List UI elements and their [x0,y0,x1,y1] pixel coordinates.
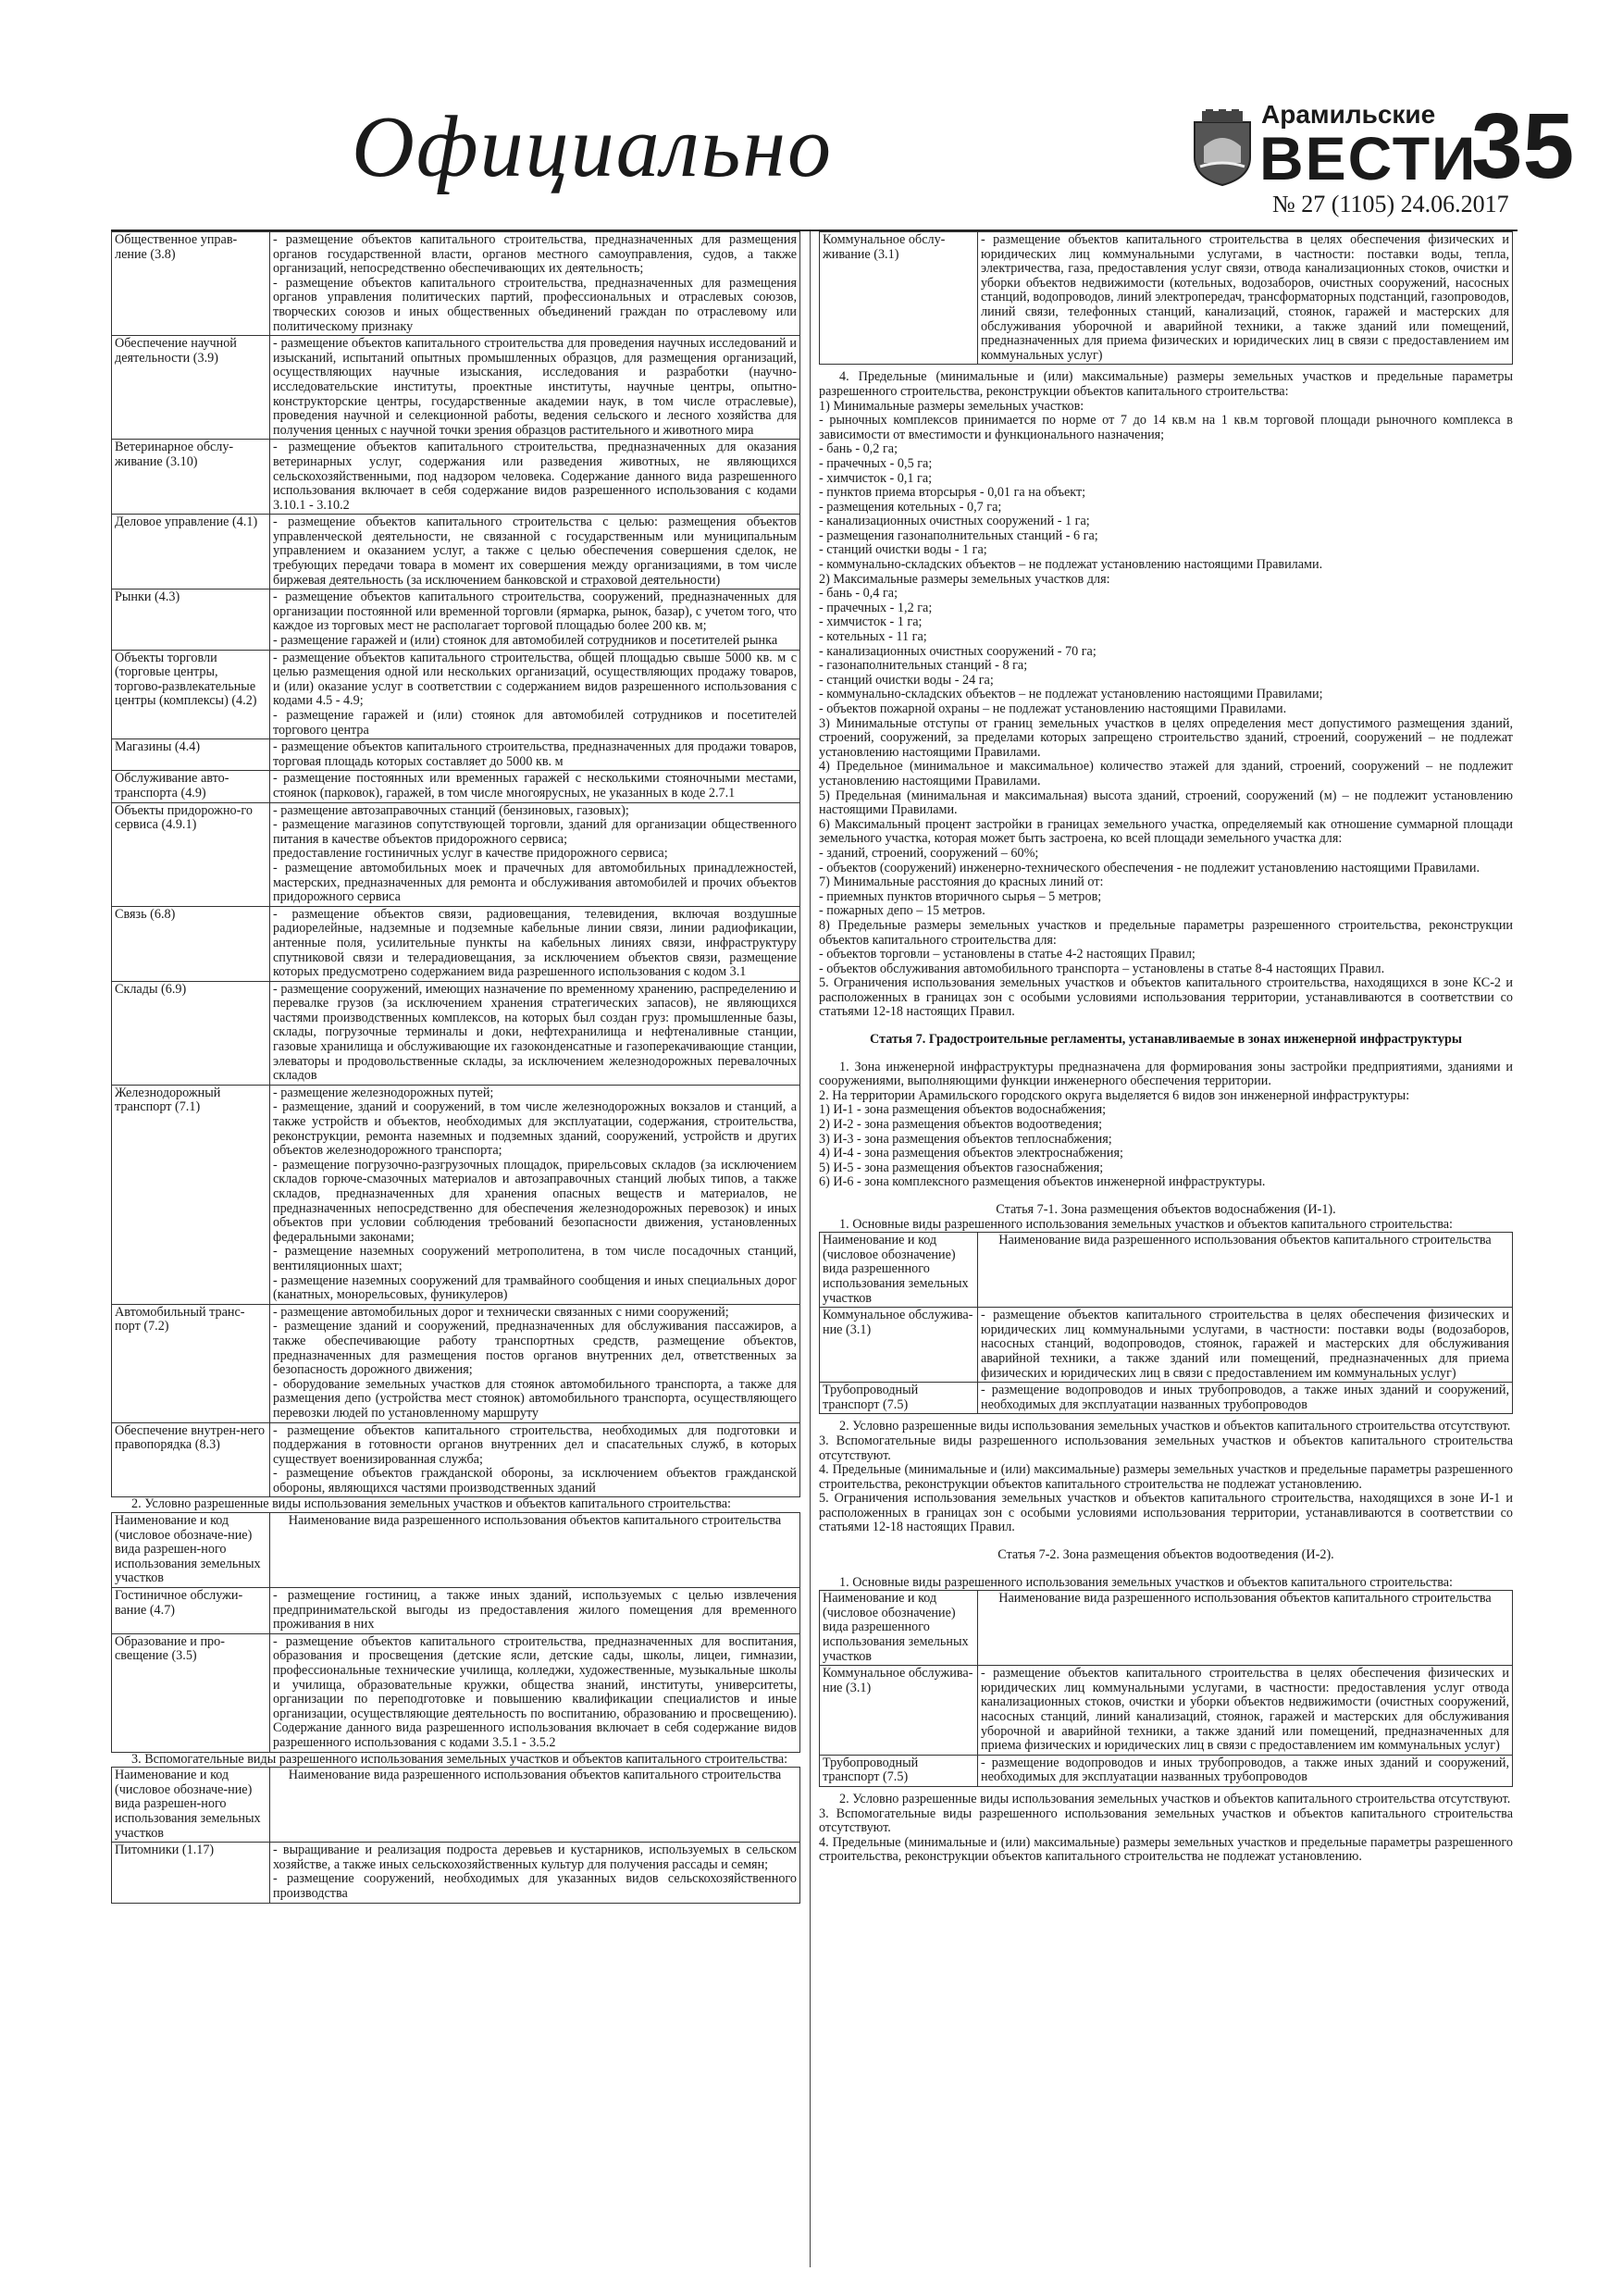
coat-of-arms-icon [1189,109,1256,187]
table-cell-code: Ветеринарное обслу-живание (3.10) [112,440,270,515]
table-cell-desc: - размещение сооружений, имеющих назначение по временному хранению, распределению и перевалке грузов (за исключением хранения стратегических запасов), не являющихся частями производственных комплексов, на которых был создан груз: промышленные базы, склады, погрузочные терминалы и доки, нефтехранилища и нефтеналивные станции, газовые хранилища и обслуживающие их газоконденсатные и газоперекачивающие станции, элеваторы и продовольственные склады, за исключением железнодорожных перевалочных складов [270,981,800,1085]
table-cell-desc: - размещение автозаправочных станций (бензиновых, газовых); - размещение магазинов сопутствующей торговли, зданий для организации общественного питания в качестве объектов придорожного сервиса; предоставление гостиничных услуг в качестве придорожного сервиса; - размещение автомобильных моек и прачечных для автомобильных принадлежностей, мастерских, предназначенных для ремонта и обслуживания автомобилей и прочих объектов придорожного сервиса [270,802,800,906]
table-header-row [112,1513,800,1588]
table-cell-desc: - размещение постоянных или временных гаражей с несколькими стояночными местами, стоянок (парковок), гаражей, в том числе многоярусных, не указанных в коде 2.7.1 [270,771,800,802]
table-header-row [820,1591,1513,1666]
right-table-communal [819,231,1513,365]
article-7-1-title: Статья 7-1. Зона размещения объектов водоснабжения (И-1). [996,1202,1336,1217]
table-cell-code: Обеспечение внутрен-него правопорядка (8.3) [112,1422,270,1497]
article-7-2-p1: 1. Основные виды разрешенного использования земельных участков и объектов капитального строительства: [839,1574,1453,1590]
table-row [112,802,800,906]
table-cell-desc: - размещение гостиниц, а также иных зданий, используемых с целью извлечения предпринимательской выгоды из предоставления жилого помещения для временного проживания в них [270,1588,800,1634]
table-row [112,1085,800,1304]
table-header-row [820,1233,1513,1308]
left-p2: 2. Условно разрешенные виды использования земельных участков и объектов капитального строительства: [131,1496,731,1512]
table-cell-code: Общественное управ-ление (3.8) [112,232,270,336]
left-table-main [111,231,800,1497]
table-row [820,1666,1513,1756]
table-cell-code: Питомники (1.17) [112,1843,270,1903]
table-cell-desc: - выращивание и реализация подроста деревьев и кустарников, используемых в сельском хозяйстве, а также иных сельскохозяйственных культур для получения рассады и семян; - размещение сооружений, необходимых для указанных видов сельскохозяйственного производства [270,1843,800,1903]
table-cell-desc: - размещение объектов капитального строительства для проведения научных исследований и изысканий, испытаний опытных промышленных образцов, для размещения организаций, осуществляющих научные изыскания, исследования и разработки (научно-исследовательские институты, проектные институты, научные центры, опытно-конструкторские центры, государственные академии наук, в том числе отраслевые), проведения научной и селекционной работы, ведения сельского и лесного хозяйства для получения ценных с научной точки зрения образцов растительного и животного мира [270,336,800,440]
table-header-desc: Наименование вида разрешенного использования объектов капитального строительства [978,1233,1513,1308]
table-row [112,906,800,981]
newspaper-logo [1189,94,1615,230]
article-7-1-text: 2. Условно разрешенные виды использования земельных участков и объектов капитального строительства отсутствуют. 3. Вспомогательные виды разрешенного использования земельных участков и объектов капитального строительства отсутствуют. 4. Предельные (минимальные и (или) максимальные) размеры земельных участков и предельные параметры разрешенного строительства, реконструкции объектов капитального строительства не подлежат установлению. 5. Ограничения использования земельных участков и объектов капитального строительства, находящихся в зоне И-1 и расположенных в границах зон с особыми условиями использования территории, устанавливаются в соответствии со статьями 12-18 настоящих Правил. [819,1419,1513,1535]
table-cell-desc: - размещение водопроводов и иных трубопроводов, а также иных зданий и сооружений, необходимых для эксплуатации названных трубопроводов [978,1755,1513,1786]
table-cell-code: Образование и про-свещение (3.5) [112,1633,270,1752]
table-row [820,1755,1513,1786]
table-row [820,1383,1513,1414]
table-cell-code: Трубопроводный транспорт (7.5) [820,1755,978,1786]
left-table-conditional [111,1512,800,1753]
article-7-text: 1. Зона инженерной инфраструктуры предназначена для формирования зоны застройки предприятиями, зданиями и сооружениями, выполняющими функции инженерного обеспечения территории. 2. На территории Арамильского городского округа выделяется 6 видов зон инженерной инфраструктуры: 1) И-1 - зона размещения объектов водоснабжения; 2) И-2 - зона размещения объектов водоотведения; 3) И-3 - зона размещения объектов теплоснабжения; 4) И-4 - зона размещения объектов электроснабжения; 5) И-5 - зона размещения объектов газоснабжения; 6) И-6 - зона комплексного размещения объектов инженерной инфраструктуры. [819,1059,1513,1190]
table-row [112,1633,800,1752]
table-cell-desc: - размещение объектов капитального строительства, предназначенных для продажи товаров, торговая площадь которых составляет до 5000 кв. м [270,739,800,771]
table-cell-code: Автомобильный транс-порт (7.2) [112,1304,270,1422]
table-row [112,232,800,336]
table-row [112,440,800,515]
article-7-2-text: 2. Условно разрешенные виды использования земельных участков и объектов капитального строительства отсутствуют. 3. Вспомогательные виды разрешенного использования земельных участков и объектов капитального строительства отсутствуют. 4. Предельные (минимальные и (или) максимальные) размеры земельных участков и предельные параметры разрешенного строительства, реконструкции объектов капитального строительства не подлежат установлению. [819,1791,1513,1865]
table-header-desc: Наименование вида разрешенного использования объектов капитального строительства [270,1513,800,1588]
table-cell-code: Магазины (4.4) [112,739,270,771]
table-cell-code: Железнодорожный транспорт (7.1) [112,1085,270,1304]
paper-name-big: ВЕСТИ [1259,124,1478,192]
table-cell-desc: - размещение объектов капитального строительства в целях обеспечения физических и юридических лиц коммунальными услугами, в частности: поставки воды (водозаборов, насосных станций, водопроводов, стоянок, гаражей и мастерских для обслуживания аварийной техники, а также зданий или помещений, предназначенных для приема физических и юридических лиц в связи с предоставлением им коммунальных услуг) [978,1308,1513,1383]
table-header-code: Наименование и код (числовое обозначение) вида разрешенного использования земельных участков [820,1233,978,1308]
table-cell-code: Трубопроводный транспорт (7.5) [820,1383,978,1414]
table-row [820,232,1513,365]
table-cell-desc: - размещение объектов капитального строительства, предназначенных для воспитания, образования и просвещения (детские ясли, детские сады, школы, лицеи, гимназии, профессиональные технические училища, колледжи, художественные, музыкальные школы и училища, образовательные кружки, общества знаний, институты, университеты, организации по переподготовке и повышению квалификации специалистов и иные организации, осуществляющие деятельность по воспитанию, образованию и просвещению). Содержание данного вида разрешенного использования включает в себя содержание видов разрешенного использования с кодами 3.5.1 - 3.5.2 [270,1633,800,1752]
table-header-desc: Наименование вида разрешенного использования объектов капитального строительства [270,1768,800,1843]
table-row [112,1843,800,1903]
table-cell-code: Гостиничное обслужи-вание (4.7) [112,1588,270,1634]
page-number: 35 [1471,94,1575,198]
table-cell-code: Связь (6.8) [112,906,270,981]
table-header-code: Наименование и код (числовое обозначение) вида разрешенного использования земельных участков [820,1591,978,1666]
table-row [112,590,800,650]
left-table-auxiliary [111,1767,800,1903]
table-cell-desc: - размещение объектов связи, радиовещания, телевидения, включая воздушные радиорелейные, надземные и подземные кабельные линии связи, линии радиофикации, антенные поля, усилительные пункты на кабельных линиях связи, инфраструктуру спутниковой связи и телерадиовещания, за исключением объектов связи, размещение которых предусмотрено содержанием вида разрешенного использования с кодом 3.1 [270,906,800,981]
table-cell-code: Обеспечение научной деятельности (3.9) [112,336,270,440]
table-cell-desc: - размещение объектов капитального строительства в целях обеспечения физических и юридических лиц коммунальными услугами, в частности: предоставления услуг отвода канализационных стоков, очистки и уборки объектов недвижимости (очистных сооружений, насосных станций, линий канализаций, стоянок, гаражей и мастерских для обслуживания уборочной и аварийной техники, а также зданий или помещений, предназначенных для приема физических и юридических лиц в связи с предоставлением им коммунальных услуг) [978,1666,1513,1756]
column-divider [810,231,811,2267]
table-header-code: Наименование и код (числовое обозначе-ние) вида разрешен-ного использования земельных участков [112,1768,270,1843]
left-column [111,231,800,1904]
table-cell-code: Коммунальное обслу-живание (3.1) [820,232,978,365]
table-cell-code: Коммунальное обслужива-ние (3.1) [820,1666,978,1756]
section-title: Официально [352,99,834,195]
table-cell-code: Обслуживание авто-транспорта (4.9) [112,771,270,802]
table-header-row [112,1768,800,1843]
paper-name-small: Арамильские [1261,100,1436,129]
table-row [112,1422,800,1497]
table-cell-code: Склады (6.9) [112,981,270,1085]
table-header-code: Наименование и код (числовое обозначе-ние) вида разрешен-ного использования земельных участков [112,1513,270,1588]
table-cell-code: Рынки (4.3) [112,590,270,650]
table-row [112,739,800,771]
table-row [112,981,800,1085]
article-7-2-title: Статья 7-2. Зона размещения объектов водоотведения (И-2). [997,1547,1334,1563]
table-cell-desc: - размещение автомобильных дорог и технически связанных с ними сооружений; - размещение зданий и сооружений, предназначенных для обслуживания пассажиров, а также обеспечивающие работу транспортных средств, размещение объектов, предназначенных для размещения постов органов внутренних дел, ответственных за безопасность дорожного движения; - оборудование земельных участков для стоянок автомобильного транспорта, а также для размещения депо (устройства мест стоянок) автомобильного транспорта, осуществляющего перевозки людей по установленному маршруту [270,1304,800,1422]
right-column [819,231,1513,1865]
article-7-1-p1: 1. Основные виды разрешенного использования земельных участков и объектов капитального строительства: [839,1216,1453,1232]
table-cell-desc: - размещение объектов капитального строительства, сооружений, предназначенных для организации постоянной или временной торговли (ярмарка, рынок, базар), с учетом того, что каждое из торговых мест не располагает торговой площадью более 200 кв. м; - размещение гаражей и (или) стоянок для автомобилей сотрудников и посетителей рынка [270,590,800,650]
table-cell-code: Объекты придорожно-го сервиса (4.9.1) [112,802,270,906]
table-cell-desc: - размещение объектов капитального строительства, предназначенных для оказания ветеринарных услуг, содержания или разведения животных, не являющихся сельскохозяйственными, под надзором человека. Содержание данного вида разрешенного использования включает в себя содержание видов разрешенного использования с кодами 3.10.1 - 3.10.2 [270,440,800,515]
table-row [112,515,800,590]
table-row [112,650,800,739]
article-7-title: Статья 7. Градостроительные регламенты, устанавливаемые в зонах инженерной инфраструктуры [870,1032,1462,1048]
table-cell-desc: - размещение железнодорожных путей; - размещение, зданий и сооружений, в том числе железнодорожных вокзалов и станций, а также устройств и объектов, необходимых для эксплуатации, содержания, строительства, реконструкции, ремонта наземных и подземных зданий, сооружений, устройств и других объектов железнодорожного транспорта; - размещение погрузочно-разгрузочных площадок, прирельсовых складов (за исключением складов горюче-смазочных материалов и автозаправочных станций любых типов, а также складов, предназначенных для хранения опасных веществ и материалов, не предназначенных непосредственно для обеспечения железнодорожных перевозок) и иных объектов при условии соблюдения требований безопасности движения, установленных федеральными законами; - размещение наземных сооружений метрополитена, в том числе посадочных станций, вентиляционных шахт; - размещение наземных сооружений для трамвайного сообщения и иных специальных дорог (канатных, монорельсовых, фуникулеров) [270,1085,800,1304]
table-cell-desc: - размещение объектов капитального строительства, предназначенных для размещения органов государственной власти, органов местного самоуправления, судов, а также организаций, непосредственно обеспечивающих их деятельность; - размещение объектов капитального строительства, предназначенных для размещения органов управления политических партий, профессиональных и отраслевых союзов, творческих союзов и иных общественных объединений граждан по отраслевому или политическому признаку [270,232,800,336]
right-table-water-supply [819,1232,1513,1414]
right-text-limits: 4. Предельные (минимальные и (или) максимальные) размеры земельных участков и предельные параметры разрешенного строительства, реконструкции объектов капитального строительства: 1) Минимальные размеры земельных участков: - рыночных комплексов принимается по норме от 7 до 14 кв.м на 1 кв.м торговой площади рыночного комплекса в зависимости от вместимости и функционального назначения; - бань - 0,2 га; - прачечных - 0,5 га; - химчисток - 0,1 га; - пунктов приема вторсырья - 0,01 га на объект; - размещения котельных - 0,7 га; - канализационных очистных сооружений - 1 га; - размещения газонаполнительных станций - 6 га; - станций очистки воды - 1 га; - коммунально-складских объектов – не подлежат установлению настоящими Правилами. 2) Максимальные размеры земельных участков для: - бань - 0,4 га; - прачечных - 1,2 га; - химчисток - 1 га; - котельных - 11 га; - канализационных очистных сооружений - 70 га; - газонаполнительных станций - 8 га; - станций очистки воды - 24 га; - коммунально-складских объектов – не подлежат установлению настоящими Правилами; - объектов пожарной охраны – не подлежат установлению настоящими Правилами. 3) Минимальные отступы от границ земельных участков в целях определения мест допустимого размещения зданий, строений, сооружений, за пределами которых запрещено строительство зданий, строений, сооружений – не подлежат установлению настоящими Правилами. 4) Предельное (минимальное и максимальное) количество этажей для зданий, строений, сооружений – не подлежит установлению настоящими Правилами. 5) Предельная (минимальная и максимальная) высота зданий, строений, сооружений (м) – не подлежит установлению настоящими Правилами. 6) Максимальный процент застройки в границах земельного участка, определяемый как отношение суммарной площади земельного участка, которая может быть застроена, ко всей площади земельного участка для: - зданий, строений, сооружений – 60%; - объектов (сооружений) инженерно-технического обеспечения - не подлежит установлению настоящими Правилами. 7) Минимальные расстояния до красных линий от: - приемных пунктов вторичного сырья – 5 метров; - пожарных депо – 15 метров. 8) Предельные размеры земельных участков и предельные параметры разрешенного строительства, реконструкции объектов капитального строительства для: - объектов торговли – установлены в статье 4-2 настоящих Правил; - объектов обслуживания автомобильного транспорта – установлены в статье 8-4 настоящих Правил. 5. Ограничения использования земельных участков и объектов капитального строительства, находящихся в зоне КС-2 и расположенных в границах зон с особыми условиями использования территории, устанавливаются в соответствии со статьями 12-18 настоящих Правил. [819,369,1513,1020]
table-cell-desc: - размещение объектов капитального строительства, необходимых для подготовки и поддержания в готовности органов внутренних дел и спасательных служб, в которых существует военизированная служба; - размещение объектов гражданской обороны, за исключением объектов гражданской обороны, являющихся частями производственных зданий [270,1422,800,1497]
table-row [112,1304,800,1422]
table-row [112,336,800,440]
table-cell-code: Деловое управление (4.1) [112,515,270,590]
table-cell-desc: - размещение объектов капитального строительства в целях обеспечения физических и юридических лиц коммунальными услугами, в частности: поставки воды, тепла, электричества, газа, предоставления услуг связи, отвода канализационных стоков, очистки и уборки объектов недвижимости (котельных, водозаборов, очистных сооружений, насосных станций, водопроводов, линий электропередач, трансформаторных подстанций, газопроводов, линий связи, телефонных станций, канализаций, стоянок, гаражей и мастерских для обслуживания уборочной и аварийной техники, а также зданий или помещений, предназначенных для приема физических и юридических лиц в связи с предоставлением им коммунальных услуг) [978,232,1513,365]
table-cell-code: Объекты торговли (торговые центры, торгово-развлекательные центры (комплексы) (4.2) [112,650,270,739]
table-row [112,771,800,802]
left-p3: 3. Вспомогательные виды разрешенного использования земельных участков и объектов капитального строительства: [131,1751,788,1767]
issue-info: № 27 (1105) 24.06.2017 [1272,191,1509,217]
right-table-water-disposal [819,1590,1513,1787]
table-header-desc: Наименование вида разрешенного использования объектов капитального строительства [978,1591,1513,1666]
table-row [112,1588,800,1634]
table-cell-code: Коммунальное обслужива-ние (3.1) [820,1308,978,1383]
table-row [820,1308,1513,1383]
table-cell-desc: - размещение водопроводов и иных трубопроводов, а также иных зданий и сооружений, необходимых для эксплуатации названных трубопроводов [978,1383,1513,1414]
masthead [111,93,1575,231]
table-cell-desc: - размещение объектов капитального строительства с целью: размещения объектов управленческой деятельности, не связанной с государственным или муниципальным управлением и оказанием услуг, а также с целью обеспечения совершения сделок, не требующих передачи товара в момент их совершения между организациями, в том числе биржевая деятельность (за исключением банковской и страховой деятельности) [270,515,800,590]
table-cell-desc: - размещение объектов капитального строительства, общей площадью свыше 5000 кв. м с целью размещения одной или нескольких организаций, осуществляющих продажу товаров, и (или) оказание услуг в соответствии с содержанием видов разрешенного использования с кодами 4.5 - 4.9; - размещение гаражей и (или) стоянок для автомобилей сотрудников и посетителей торгового центра [270,650,800,739]
